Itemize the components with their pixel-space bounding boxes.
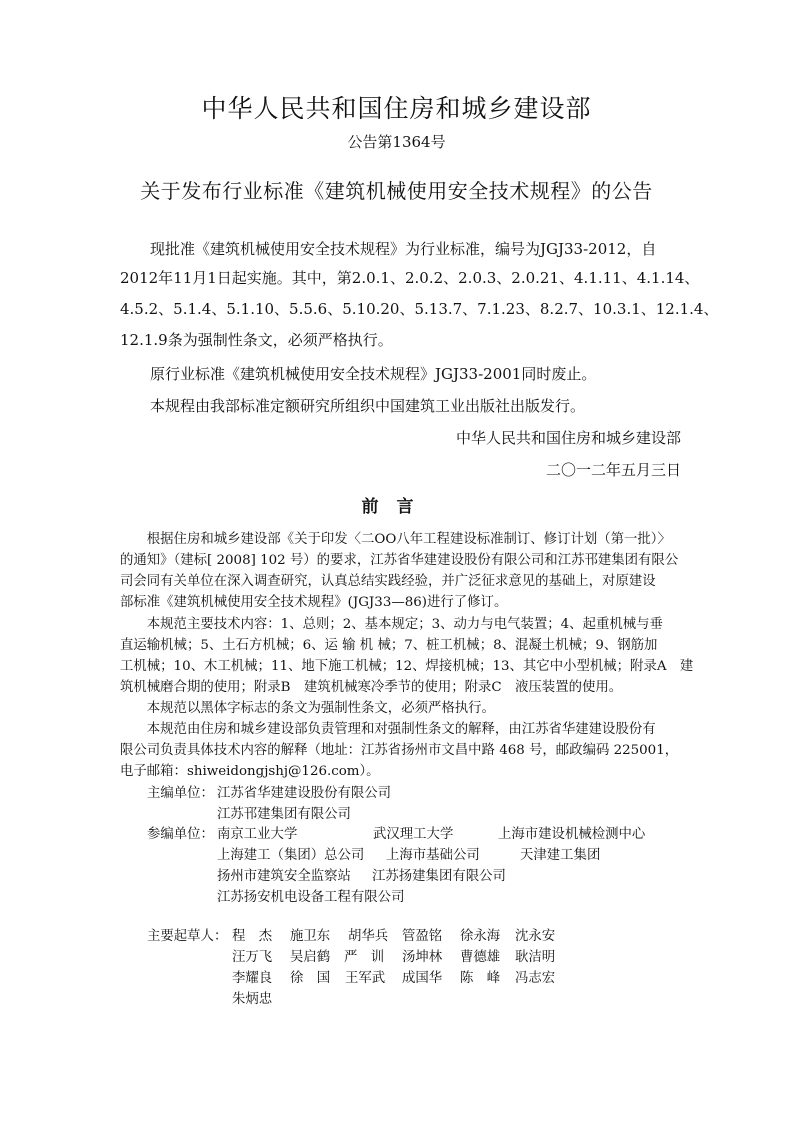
- drafter-name: 汪万飞: [232, 950, 273, 965]
- participant-unit: 上海市基础公司: [386, 848, 480, 863]
- drafter-name: 施卫东: [290, 929, 331, 944]
- drafter-name: 耿洁明: [515, 950, 556, 965]
- participant-unit: 江苏扬安机电设备工程有限公司: [217, 890, 405, 905]
- announcement-line: 原行业标准《建筑机械使用安全技术规程》JGJ33-2001同时废止。: [120, 365, 597, 383]
- drafter-name: 徐 国: [290, 971, 331, 986]
- preface-line: 直运输机械；5、土石方机械；6、运 输 机 械；7、桩工机械；8、混凝土机械；9、钢筋加: [120, 638, 658, 653]
- drafter-name: 程 杰: [232, 929, 273, 944]
- ministry-title: 中华人民共和国住房和城乡建设部: [201, 94, 592, 123]
- announcement-line: 现批准《建筑机械使用安全技术规程》为行业标准，编号为JGJ33-2012，自: [120, 240, 657, 258]
- chief-units-label: 主编单位：: [147, 786, 214, 801]
- signature: 中华人民共和国住房和城乡建设部: [455, 429, 681, 447]
- drafter-name: 胡华兵: [348, 929, 389, 944]
- preface-line: 本规范主要技术内容：1、总则；2、基本规定；3、动力与电气装置；4、起重机械与垂: [120, 617, 663, 632]
- drafter-name: 冯志宏: [515, 971, 556, 986]
- participant-unit: 武汉理工大学: [373, 827, 454, 842]
- drafter-name: 李耀良: [232, 971, 273, 986]
- preface-line: 电子邮箱：shiweidongjshj@126.com）。: [120, 764, 380, 779]
- participant-unit: 天津建工集团: [520, 848, 601, 863]
- preface-line: 的通知》（建标[ 2008] 102 号）的要求，江苏省华建建设股份有限公司和江苏邗建集团有限公: [120, 553, 679, 568]
- drafter-name: 王军武: [345, 971, 386, 986]
- drafter-name: 朱炳忠: [232, 992, 273, 1007]
- preface-line: 本规范以黑体字标志的条文为强制性条文，必须严格执行。: [120, 701, 495, 716]
- participant-units-label: 参编单位：: [147, 827, 214, 842]
- participant-unit: 上海建工（集团）总公司: [217, 848, 365, 863]
- preface-line: 根据住房和城乡建设部《关于印发〈二OO八年工程建设标准制订、修订计划（第一批）〉: [120, 532, 671, 547]
- drafter-name: 陈 峰: [460, 971, 501, 986]
- preface-title: 前言: [361, 497, 432, 517]
- drafter-name: 沈永安: [515, 929, 556, 944]
- announcement-line: 4.5.2、5.1.4、5.1.10、5.5.6、5.10.20、5.13.7、7.1.23、8.2.7、10.3.1、12.1.4、: [120, 300, 719, 318]
- issue-date: 二〇一二年五月三日: [545, 461, 681, 479]
- announcement-line: 本规程由我部标准定额研究所组织中国建筑工业出版社出版发行。: [120, 397, 586, 415]
- participant-unit: 上海市建设机械检测中心: [498, 827, 646, 842]
- announcement-line: 2012年11月1日起实施。其中，第2.0.1、2.0.2、2.0.3、2.0.21、4.1.11、4.1.14、: [120, 269, 700, 287]
- chief-unit: 江苏省华建建设股份有限公司: [217, 786, 392, 801]
- preface-line: 限公司负责具体技术内容的解释（地址：江苏省扬州市文昌中路 468 号，邮政编码 225001，: [120, 743, 679, 758]
- drafters-label: 主要起草人：: [147, 929, 228, 944]
- drafter-name: 吴启鹤: [290, 950, 331, 965]
- preface-line: 工机械；10、木工机械；11、地下施工机械；12、焊接机械；13、其它中小型机械；附录A 建: [120, 659, 694, 674]
- notice-number: 公告第1364号: [347, 133, 446, 151]
- participant-unit: 江苏扬建集团有限公司: [372, 869, 506, 884]
- drafter-name: 徐永海: [460, 929, 501, 944]
- announcement-line: 12.1.9条为强制性条文，必须严格执行。: [120, 331, 393, 349]
- participant-unit: 南京工业大学: [217, 827, 298, 842]
- preface-line: 本规范由住房和城乡建设部负责管理和对强制性条文的解释，由江苏省华建建设股份有: [120, 722, 656, 737]
- participant-unit: 扬州市建筑安全监察站: [217, 869, 351, 884]
- drafter-name: 汤坤林: [402, 950, 443, 965]
- preface-line: 部标准《建筑机械使用安全技术规程》(JGJ33—86)进行了修订。: [120, 595, 508, 610]
- preface-line: 筑机械磨合期的使用；附录B 建筑机械寒冷季节的使用；附录C 液压装置的使用。: [120, 680, 623, 695]
- drafter-name: 管盈铭: [402, 929, 443, 944]
- drafter-name: 曹德雄: [460, 950, 501, 965]
- drafter-name: 成国华: [402, 971, 443, 986]
- drafter-name: 严 训: [344, 950, 385, 965]
- notice-title: 关于发布行业标准《建筑机械使用安全技术规程》的公告: [140, 179, 653, 203]
- preface-line: 司会同有关单位在深入调查研究，认真总结实践经验，并广泛征求意见的基础上，对原建设: [120, 574, 656, 589]
- chief-unit: 江苏邗建集团有限公司: [217, 807, 351, 822]
